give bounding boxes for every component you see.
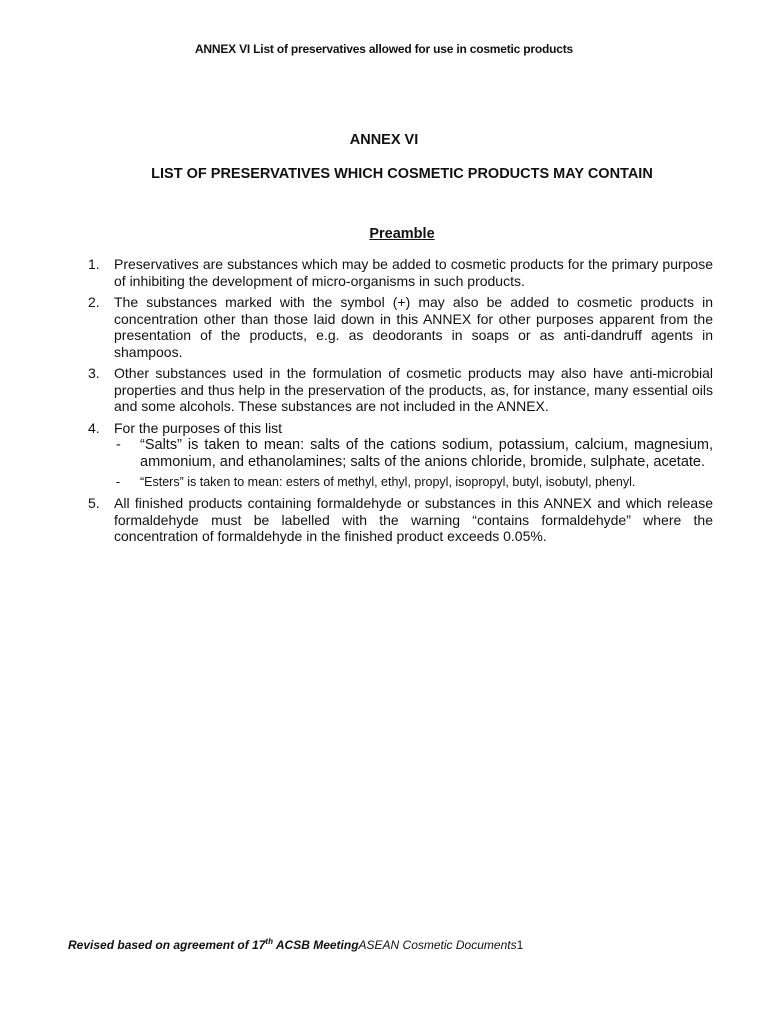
preamble-item-4 xyxy=(88,420,713,491)
preamble-heading: Preamble xyxy=(369,226,435,242)
definitions-list xyxy=(114,437,713,490)
preamble-list xyxy=(88,256,713,550)
footer-document-name: ASEAN Cosmetic Documents xyxy=(358,938,517,952)
preamble-item-5 xyxy=(88,495,713,545)
preamble-item-2 xyxy=(88,294,713,360)
preamble-item-3 xyxy=(88,365,713,415)
definition-text: “Salts” is taken to mean: salts of the cations sodium, potassium, calcium, magnesium, ammonium, and ethanolamines; salts of the anions chloride, bromide, sulphate, acetate. xyxy=(140,437,713,470)
item-number: 2. xyxy=(88,294,100,310)
item-text: The substances marked with the symbol (+) may also be added to cosmetic products in concentration other than those laid down in this ANNEX for other purposes apparent from the presentation of the products, e.g. as deodorants in soaps or as anti-dandruff agents in shampoos. xyxy=(114,294,713,360)
item-number: 1. xyxy=(88,256,100,272)
dash-bullet: - xyxy=(116,437,121,453)
item-text: Other substances used in the formulation of cosmetic products may also have anti-microbial properties and thus help in the preservation of the products, as, for instance, many essential oils and some alcohols. These substances are not included in the ANNEX. xyxy=(114,365,713,414)
definition-text: “Esters” is taken to mean: esters of methyl, ethyl, propyl, isopropyl, butyl, isobutyl, phenyl. xyxy=(140,475,636,489)
dash-bullet: - xyxy=(116,475,121,489)
item-text: All finished products containing formaldehyde or substances in this ANNEX and which release formaldehyde must be labelled with the warning “contains formaldehyde” where the concentration of formaldehyde in the finished product exceeds 0.05%. xyxy=(114,495,713,544)
item-text: Preservatives are substances which may be added to cosmetic products for the primary purpose of inhibiting the development of micro-organisms in such products. xyxy=(114,256,713,289)
page-number: 1 xyxy=(516,938,524,952)
item-number: 5. xyxy=(88,495,100,511)
footer-revised-sup: th xyxy=(265,937,273,946)
item-number: 3. xyxy=(88,365,100,381)
preamble-item-1 xyxy=(88,256,713,289)
annex-title: ANNEX VI xyxy=(349,132,419,148)
running-header: ANNEX VI List of preservatives allowed for use in cosmetic products xyxy=(194,42,574,56)
item-text: For the purposes of this list xyxy=(114,419,283,436)
item-number: 4. xyxy=(88,419,100,436)
footer-revised-prefix: Revised based on agreement of 17 xyxy=(68,938,266,952)
page-footer xyxy=(68,937,523,952)
footer-revised-suffix: ACSB Meeting xyxy=(272,938,359,952)
list-title: LIST OF PRESERVATIVES WHICH COSMETIC PRODUCTS MAY CONTAIN xyxy=(151,166,653,182)
definition-esters xyxy=(114,474,713,490)
definition-salts xyxy=(114,437,713,470)
